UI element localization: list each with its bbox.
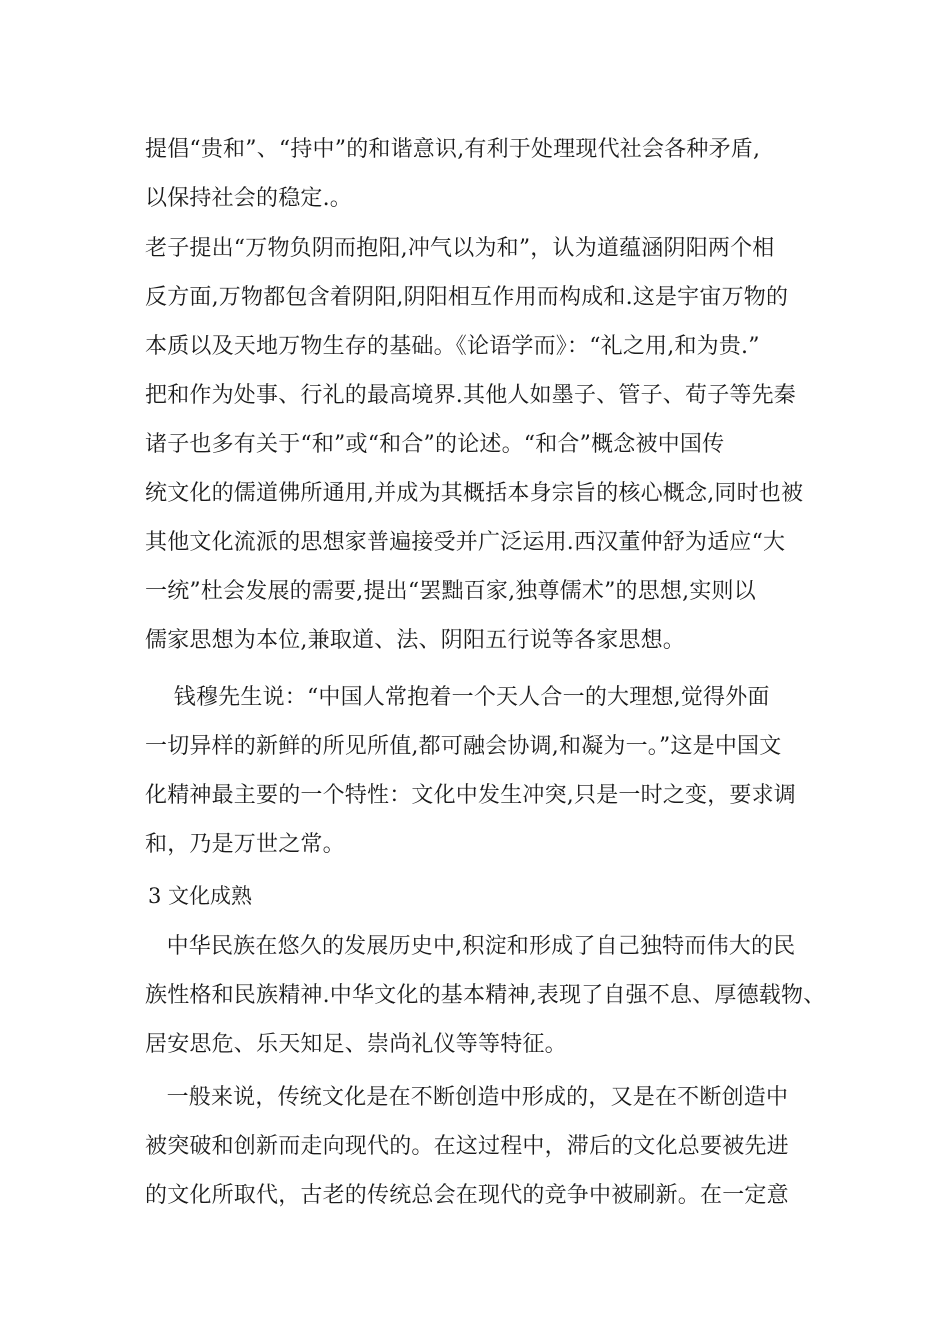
paragraph-harmony-intro — [145, 125, 817, 223]
text-line: 一切异样的新鲜的所见所值,都可融会协调,和凝为一。”这是中国文 — [145, 734, 782, 759]
text-line: 把和作为处事、行礼的最高境界.其他人如墨子、管子、荀子等先秦 — [145, 383, 796, 408]
text-line: 化精神最主要的一个特性：文化中发生冲突,只是一时之变，要求调 — [145, 783, 796, 808]
text-line: 被突破和创新而走向现代的。在这过程中，滞后的文化总要被先进 — [145, 1134, 789, 1159]
text-line: 一般来说，传统文化是在不断创造中形成的，又是在不断创造中 — [145, 1085, 789, 1110]
paragraph-qian-mu — [145, 673, 817, 869]
text-line: 以保持社会的稳定.。 — [145, 186, 352, 211]
section-heading: 3 文化成熟 — [148, 884, 253, 908]
text-line: 居安思危、乐天知足、崇尚礼仪等等特征。 — [145, 1032, 567, 1057]
text-line: 本质以及天地万物生存的基础。《论语学而》：“礼之用,和为贵.” — [145, 334, 760, 359]
text-line: 其他文化流派的思想家普遍接受并广泛运用.西汉董仲舒为适应“大 — [145, 530, 786, 555]
paragraph-national-spirit — [145, 922, 826, 1069]
text-line: 族性格和民族精神.中华文化的基本精神,表现了自强不息、厚德载物、 — [145, 983, 826, 1008]
text-line: 提倡“贵和”、“持中”的和谐意识,有利于处理现代社会各种矛盾, — [145, 137, 761, 162]
text-line: 儒家思想为本位,兼取道、法、阴阳五行说等各家思想。 — [145, 628, 685, 653]
paragraph-laozi — [145, 224, 817, 665]
text-line: 和，乃是万世之常。 — [145, 832, 345, 857]
text-line: 反方面,万物都包含着阴阳,阴阳相互作用而构成和.这是宇宙万物的 — [145, 285, 789, 310]
text-line: 中华民族在悠久的发展历史中,积淀和形成了自己独特而伟大的民 — [145, 934, 796, 959]
text-line: 统文化的儒道佛所通用,并成为其概括本身宗旨的核心概念,同时也被 — [145, 481, 804, 506]
paragraph-traditional-culture — [145, 1073, 817, 1220]
text-line: 的文化所取代，古老的传统总会在现代的竞争中被刷新。在一定意 — [145, 1183, 789, 1208]
text-line: 钱穆先生说：“中国人常抱着一个天人合一的大理想,觉得外面 — [145, 685, 770, 710]
text-line: 老子提出“万物负阴而抱阳,冲气以为和”，认为道蕴涵阴阳两个相 — [145, 236, 775, 261]
text-line: 诸子也多有关于“和”或“和合”的论述。“和合”概念被中国传 — [145, 432, 725, 457]
text-line: 一统”杜会发展的需要,提出“罢黜百家,独尊儒术”的思想,实则以 — [145, 579, 756, 604]
